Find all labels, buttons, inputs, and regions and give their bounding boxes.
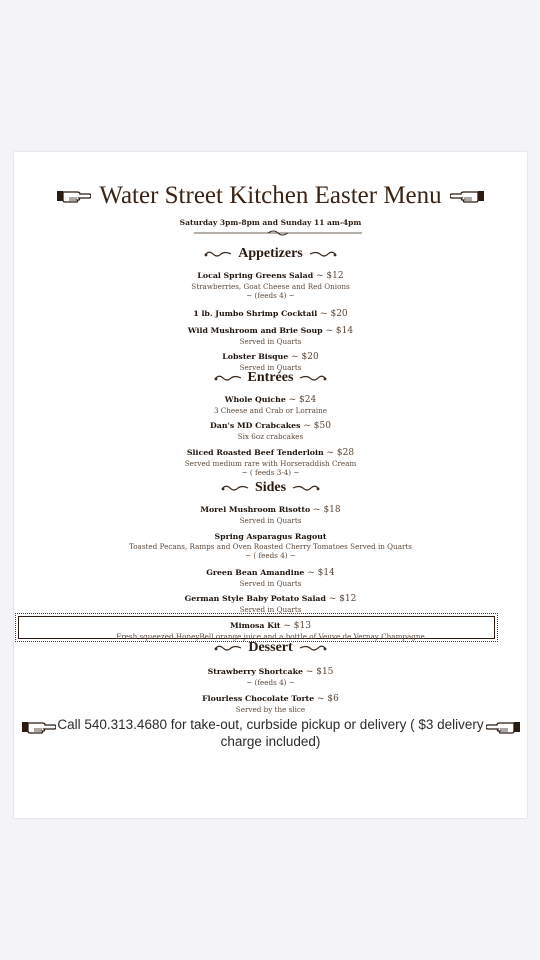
pointing-hand-right-icon (57, 188, 91, 204)
item-name: Whole Quiche (224, 395, 286, 404)
item-price: ~ $6 (314, 694, 339, 704)
menu-item-risotto (14, 502, 527, 525)
item-name: Morel Mushroom Risotto (200, 505, 311, 514)
menu-item-potato (14, 591, 527, 614)
section-label: Entrées (247, 370, 294, 385)
item-name: Strawberry Shortcake (207, 667, 303, 676)
item-name: Green Bean Amandine (206, 568, 305, 577)
swash-ornament-icon (298, 373, 328, 383)
item-feeds: ~ ( feeds 3-4) ~ (241, 468, 300, 478)
section-entrees (14, 370, 527, 386)
item-feeds: ~ (feeds 4) ~ (246, 677, 295, 687)
item-price: ~ $14 (322, 326, 354, 336)
item-desc: Served medium rare with Horseraddish Cream (184, 458, 357, 468)
menu-item-mushroom-soup (14, 323, 527, 346)
item-desc: Served in Quarts (239, 604, 302, 614)
item-price: ~ $12 (313, 271, 344, 281)
section-sides (14, 480, 527, 496)
item-name: Lobster Bisque (222, 352, 289, 361)
item-name: Spring Asparagus Ragout (214, 532, 327, 541)
menu-item-greens (14, 268, 527, 301)
menu-item-shrimp (14, 306, 527, 320)
item-desc: Toasted Pecans, Ramps and Oven Roasted Cherry Tomatoes Served in Quarts (129, 541, 412, 551)
menu-item-beef (14, 445, 527, 478)
menu-item-crabcakes (14, 418, 527, 441)
item-name: Sliced Roasted Beef Tenderloin (186, 448, 324, 457)
item-name: 1 lb. Jumbo Shrimp Cocktail (193, 309, 318, 318)
section-label: Dessert (248, 640, 293, 655)
pointing-hand-right-icon (22, 719, 56, 735)
swash-ornament-icon (308, 249, 338, 259)
item-desc: Six 6oz crabcakes (237, 431, 304, 441)
pointing-hand-left-icon (450, 188, 484, 204)
item-name: Local Spring Greens Salad (197, 271, 314, 280)
item-price: ~ $12 (325, 594, 357, 604)
footer-text: Call 540.313.4680 for take-out, curbside pickup or delivery ( $3 delivery charge included) (57, 717, 484, 749)
item-name: Mimosa Kit (230, 621, 281, 630)
swash-ornament-icon (291, 483, 321, 493)
item-name: Dan's MD Crabcakes (210, 421, 301, 430)
item-desc: Served in Quarts (239, 336, 302, 346)
menu-item-ragout (14, 529, 527, 561)
item-price: ~ $20 (317, 309, 348, 319)
menu-item-mimosa (14, 618, 527, 641)
item-feeds: ~ ( feeds 4) ~ (245, 551, 296, 561)
item-desc: Served in Quarts (239, 578, 302, 588)
item-feeds: ~ (feeds 4) ~ (246, 291, 295, 301)
item-desc: 3 Cheese and Crab or Lorraine (213, 405, 328, 415)
footer-contact (14, 716, 527, 750)
section-dessert (14, 640, 527, 656)
item-desc: Strawberries, Goat Cheese and Red Onions (191, 281, 350, 291)
menu-item-lobster (14, 349, 527, 372)
item-desc: Fresh squeezed HoneyBell orange juice and a bottle of Veuve de Vernay Champagne (116, 631, 425, 641)
swash-ornament-icon (203, 249, 233, 259)
section-label: Appetizers (238, 246, 303, 261)
item-name: Wild Mushroom and Brie Soup (187, 326, 323, 335)
item-price: ~ $18 (310, 505, 341, 515)
item-name: German Style Baby Potato Salad (184, 594, 326, 603)
menu-item-torte (14, 691, 527, 714)
item-name: Flourless Chocolate Torte (202, 694, 315, 703)
swash-ornament-icon (298, 643, 328, 653)
section-appetizers (14, 246, 527, 262)
hours-text: Saturday 3pm-8pm and Sunday 11 am-4pm (179, 218, 362, 227)
item-price: ~ $13 (280, 621, 311, 631)
item-desc: Served by the slice (235, 704, 306, 714)
divider-ornament-icon (194, 229, 362, 237)
item-price: ~ $14 (304, 568, 335, 578)
menu-item-beans (14, 565, 527, 588)
pointing-hand-left-icon (486, 719, 520, 735)
section-label: Sides (254, 480, 287, 495)
menu-item-shortcake (14, 664, 527, 687)
swash-ornament-icon (213, 643, 243, 653)
menu-title: Water Street Kitchen Easter Menu (99, 182, 442, 209)
title-row (14, 182, 527, 210)
item-price: ~ $50 (300, 421, 331, 431)
item-desc: Served in Quarts (239, 515, 302, 525)
item-price: ~ $28 (323, 448, 355, 458)
swash-ornament-icon (220, 483, 250, 493)
menu-item-quiche (14, 392, 527, 415)
item-price: ~ $24 (285, 395, 317, 405)
item-desc: Served in Quarts (239, 362, 302, 372)
item-price: ~ $20 (288, 352, 319, 362)
menu-sheet (14, 152, 527, 818)
swash-ornament-icon (213, 373, 243, 383)
item-price: ~ $15 (302, 667, 334, 677)
